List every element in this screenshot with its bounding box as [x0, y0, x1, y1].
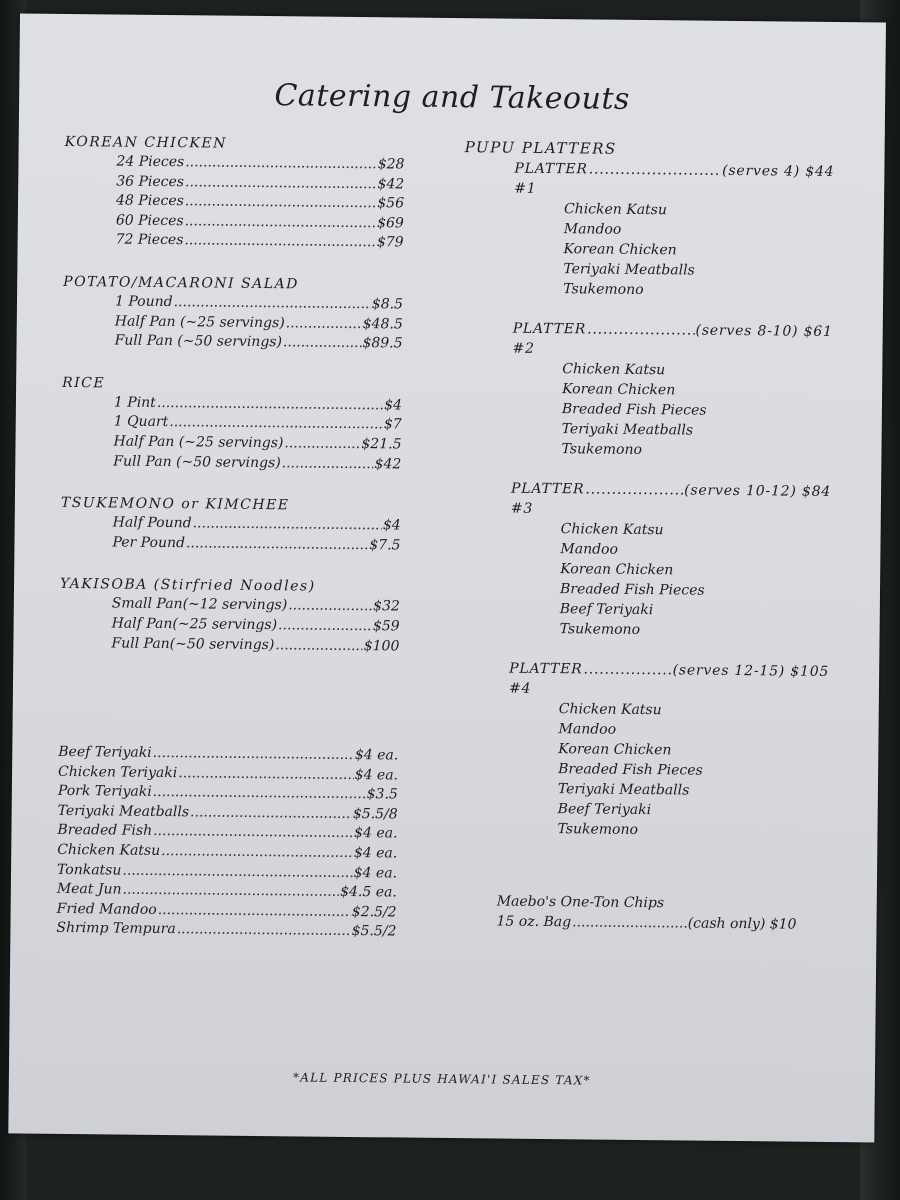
platter-item: Tsukemono	[559, 621, 641, 638]
item-name: Per Pound	[112, 534, 186, 551]
platter-item: Chicken Katsu	[563, 201, 668, 219]
item-name: Fried Mandoo	[56, 900, 157, 918]
platter-serves-price: (serves 12-15) $105	[672, 662, 830, 680]
item-price: $32	[373, 598, 400, 615]
item-price: $4	[382, 517, 401, 534]
platter-list	[457, 158, 834, 842]
section-heading: POTATO/MACARONI SALAD	[63, 273, 299, 293]
item-price: $5.5/2	[351, 923, 397, 940]
chips-row	[496, 913, 796, 936]
section-heading: YAKISOBA (Stirfried Noodles)	[59, 576, 316, 595]
menu-row	[61, 451, 401, 474]
platter-item: Chicken Katsu	[562, 361, 666, 379]
item-name: Shrimp Tempura	[56, 920, 176, 938]
platter-serves-price: (serves 4) $44	[722, 162, 835, 181]
platter-name: PLATTER #2	[512, 320, 587, 357]
tax-note: *ALL PRICES PLUS HAWAI'I SALES TAX*	[292, 1070, 591, 1088]
platter-item: Breaded Fish Pieces	[558, 761, 703, 779]
leader-dots	[153, 822, 353, 844]
menu-section	[61, 373, 402, 475]
platter-item: Teriyaki Meatballs	[561, 421, 694, 439]
item-price: $59	[372, 618, 400, 635]
platter-item: Beef Teriyaki	[557, 801, 652, 819]
platter-heading	[459, 658, 829, 702]
item-name: Chicken Teriyaki	[58, 763, 178, 781]
platter-item: Breaded Fish Pieces	[559, 581, 705, 599]
left-column	[56, 132, 404, 943]
item-name: Teriyaki Meatballs	[57, 802, 190, 821]
item-name: 72 Pieces	[115, 231, 184, 249]
item-name: 60 Pieces	[115, 212, 184, 229]
platter-item: Chicken Katsu	[558, 701, 662, 719]
item-name: 1 Quart	[113, 413, 169, 431]
platter	[461, 318, 832, 462]
item-name: Breaded Fish	[57, 822, 153, 840]
platter-item: Teriyaki Meatballs	[563, 261, 695, 279]
leader-dots	[122, 881, 339, 903]
section-heading: TSUKEMONO or KIMCHEE	[60, 495, 290, 514]
chips-name: 15 oz. Bag	[496, 913, 572, 931]
leader-dots	[588, 159, 721, 200]
leader-dots	[185, 173, 377, 195]
menu-row	[60, 533, 400, 556]
platter-item: Mandoo	[560, 541, 619, 558]
item-price: $3.5	[366, 786, 398, 803]
item-name: 1 Pint	[113, 394, 156, 411]
menu-row	[56, 919, 396, 942]
leader-dots	[283, 333, 362, 353]
menu-section	[64, 132, 405, 254]
item-name: Half Pan (~25 servings)	[113, 433, 284, 452]
platter-item: Tsukemono	[561, 441, 643, 459]
platter-item: Mandoo	[563, 221, 622, 238]
spacer	[58, 675, 399, 747]
item-name: 36 Pieces	[116, 173, 185, 190]
platter-name: PLATTER #1	[514, 160, 588, 197]
leader-dots	[193, 514, 382, 536]
menu-page	[8, 13, 886, 1142]
leader-dots	[153, 783, 366, 805]
item-price: $7.5	[369, 536, 401, 554]
leader-dots	[278, 616, 372, 637]
item-name: 24 Pieces	[116, 153, 185, 171]
platter-serves-price: (serves 8-10) $61	[695, 322, 833, 340]
item-name: Full Pan (~50 servings)	[113, 452, 281, 471]
item-name: Full Pan (~50 servings)	[114, 332, 283, 351]
platter-item: Korean Chicken	[560, 561, 674, 579]
item-name: 48 Pieces	[115, 192, 184, 210]
menu-section	[59, 574, 400, 656]
page-title: Catering and Takeouts	[274, 78, 631, 117]
platter-item: Mandoo	[558, 721, 617, 738]
item-price: $28	[377, 156, 405, 173]
item-name: Pork Teriyaki	[57, 783, 152, 801]
item-price: $21.5	[361, 436, 402, 453]
item-price: $42	[377, 175, 405, 193]
menu-row	[62, 331, 402, 354]
a-la-carte-items	[56, 743, 398, 942]
leader-dots	[185, 153, 377, 175]
leader-dots	[161, 842, 353, 864]
leader-dots	[282, 454, 374, 475]
platter-heading	[464, 158, 834, 202]
item-name: Chicken Katsu	[57, 841, 161, 860]
platter-heading	[461, 478, 831, 522]
item-name: Meat Jun	[56, 881, 122, 898]
item-price: $4	[384, 397, 403, 414]
leader-dots	[153, 744, 354, 766]
leader-dots	[583, 659, 671, 700]
menu-row	[64, 230, 404, 253]
chips-price: (cash only) $10	[687, 915, 797, 933]
platter-item: Breaded Fish Pieces	[561, 401, 707, 419]
item-price: $4 ea.	[354, 825, 398, 842]
platter-heading	[462, 318, 832, 362]
item-name: Full Pan(~50 servings)	[111, 634, 275, 653]
item-price: $4 ea.	[354, 766, 399, 784]
item-price: $4 ea.	[353, 845, 398, 862]
left-sections	[59, 132, 404, 657]
leader-dots	[185, 192, 377, 214]
menu-section	[60, 493, 401, 556]
item-name: Half Pan (~25 servings)	[114, 313, 285, 331]
item-name: Half Pan(~25 servings)	[111, 615, 278, 634]
platter-item: Teriyaki Meatballs	[557, 781, 690, 799]
item-price: $100	[363, 637, 400, 654]
item-price: $89.5	[362, 335, 403, 352]
platter-item: Korean Chicken	[562, 381, 676, 399]
chips-section	[496, 891, 796, 936]
leader-dots	[275, 636, 363, 657]
item-name: Small Pan(~12 servings)	[111, 595, 288, 614]
menu-row	[59, 633, 399, 656]
item-name: Tonkatsu	[56, 861, 122, 879]
leader-dots	[122, 861, 352, 883]
section-heading: RICE	[62, 374, 106, 392]
item-price: $56	[377, 195, 405, 212]
item-price: $7	[383, 416, 402, 433]
pupu-platters-heading: PUPU PLATTERS	[464, 138, 617, 158]
item-price: $42	[374, 455, 402, 473]
platter-item: Korean Chicken	[563, 241, 677, 259]
leader-dots	[572, 913, 687, 934]
leader-dots	[587, 319, 695, 360]
item-name: Half Pound	[112, 514, 192, 532]
platter-item: Chicken Katsu	[560, 521, 664, 539]
leader-dots	[186, 534, 369, 556]
leader-dots	[178, 764, 354, 785]
platter	[457, 658, 829, 842]
item-name: Beef Teriyaki	[58, 744, 152, 761]
item-price: $5.5/8	[352, 805, 398, 823]
leader-dots	[169, 413, 383, 435]
item-price: $48.5	[362, 315, 403, 333]
leader-dots	[284, 434, 360, 454]
item-price: $69	[377, 214, 404, 232]
leader-dots	[177, 921, 351, 942]
platter-item: Korean Chicken	[558, 741, 672, 759]
platter-name: PLATTER #4	[508, 660, 583, 697]
leader-dots	[190, 803, 352, 824]
item-price: $2.5/2	[351, 903, 397, 921]
platter-name: PLATTER #3	[510, 480, 585, 517]
chips-title: Maebo's One-Ton Chips	[496, 893, 665, 912]
leader-dots	[185, 212, 377, 234]
platter-serves-price: (serves 10-12) $84	[684, 482, 832, 500]
leader-dots	[288, 597, 372, 617]
platter	[460, 478, 832, 642]
platter-item: Beef Teriyaki	[559, 601, 654, 619]
item-price: $8.5	[371, 296, 404, 313]
item-price: $4.5 ea.	[340, 884, 397, 901]
leader-dots	[286, 314, 362, 334]
item-name: 1 Pound	[114, 293, 173, 311]
section-heading: KOREAN CHICKEN	[64, 133, 227, 152]
leader-dots	[184, 232, 376, 254]
item-price: $79	[376, 234, 404, 251]
right-column	[457, 136, 835, 862]
platter-item: Tsukemono	[563, 281, 644, 299]
platter	[463, 158, 834, 302]
item-price: $4 ea.	[353, 864, 398, 882]
platter-item: Tsukemono	[557, 821, 639, 838]
leader-dots	[157, 394, 383, 416]
leader-dots	[174, 293, 371, 315]
item-price: $4 ea.	[354, 747, 399, 764]
menu-section	[62, 272, 403, 354]
leader-dots	[158, 901, 351, 923]
leader-dots	[585, 479, 683, 520]
